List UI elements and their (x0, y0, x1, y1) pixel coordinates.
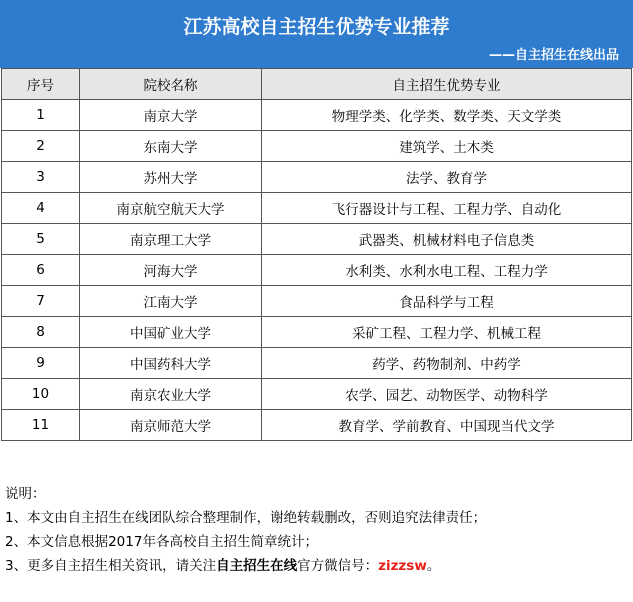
row-index: 6 (2, 255, 80, 286)
row-majors: 农学、园艺、动物医学、动物科学 (262, 379, 632, 410)
header-school: 院校名称 (80, 69, 262, 100)
table-row (2, 317, 632, 348)
row-index: 10 (2, 379, 80, 410)
row-majors: 飞行器设计与工程、工程力学、自动化 (262, 193, 632, 224)
header-index: 序号 (2, 69, 80, 100)
brand-name: 自主招生在线 (216, 558, 298, 574)
table-row (2, 162, 632, 193)
row-school: 中国药科大学 (80, 348, 262, 379)
note-line-3 (5, 554, 625, 578)
table-row (2, 193, 632, 224)
table-row (2, 410, 632, 441)
row-majors: 食品科学与工程 (262, 286, 632, 317)
row-index: 7 (2, 286, 80, 317)
majors-table (1, 68, 632, 441)
header-majors: 自主招生优势专业 (262, 69, 632, 100)
table-row (2, 255, 632, 286)
row-school: 东南大学 (80, 131, 262, 162)
note-line-1: 1、本文由自主招生在线团队综合整理制作，谢绝转载删改，否则追究法律责任； (5, 510, 487, 526)
row-school: 河海大学 (80, 255, 262, 286)
title-banner (0, 0, 633, 68)
row-school: 苏州大学 (80, 162, 262, 193)
row-majors: 物理学类、化学类、数学类、天文学类 (262, 100, 632, 131)
row-majors: 药学、药物制剂、中药学 (262, 348, 632, 379)
row-school: 南京航空航天大学 (80, 193, 262, 224)
row-index: 9 (2, 348, 80, 379)
note-line-2: 2、本文信息根据2017年各高校自主招生简章统计； (5, 534, 318, 550)
row-majors: 法学、教育学 (262, 162, 632, 193)
banner-subtitle: ——自主招生在线出品 (488, 48, 619, 63)
row-school: 南京农业大学 (80, 379, 262, 410)
row-majors: 教育学、学前教育、中国现当代文学 (262, 410, 632, 441)
table-row (2, 286, 632, 317)
row-index: 2 (2, 131, 80, 162)
row-majors: 采矿工程、工程力学、机械工程 (262, 317, 632, 348)
row-index: 3 (2, 162, 80, 193)
row-majors: 建筑学、土木类 (262, 131, 632, 162)
notes-section (5, 482, 625, 578)
row-school: 江南大学 (80, 286, 262, 317)
row-school: 中国矿业大学 (80, 317, 262, 348)
note-line-3-prefix: 3、更多自主招生相关资讯，请关注 (5, 558, 217, 574)
table-row (2, 348, 632, 379)
banner-title: 江苏高校自主招生优势专业推荐 (183, 16, 450, 38)
row-school: 南京大学 (80, 100, 262, 131)
note-line-3-mid: 官方微信号： (297, 558, 379, 574)
note-line-3-end: 。 (426, 558, 441, 574)
table-row (2, 379, 632, 410)
row-school: 南京理工大学 (80, 224, 262, 255)
table-row (2, 131, 632, 162)
row-index: 8 (2, 317, 80, 348)
row-index: 5 (2, 224, 80, 255)
row-index: 4 (2, 193, 80, 224)
row-majors: 水利类、水利水电工程、工程力学 (262, 255, 632, 286)
row-index: 1 (2, 100, 80, 131)
table-header-row (2, 69, 632, 100)
notes-heading: 说明： (5, 486, 46, 502)
table-row (2, 224, 632, 255)
row-index: 11 (2, 410, 80, 441)
row-school: 南京师范大学 (80, 410, 262, 441)
row-majors: 武器类、机械材料电子信息类 (262, 224, 632, 255)
wechat-id: zizzsw (378, 558, 427, 574)
table-row (2, 100, 632, 131)
